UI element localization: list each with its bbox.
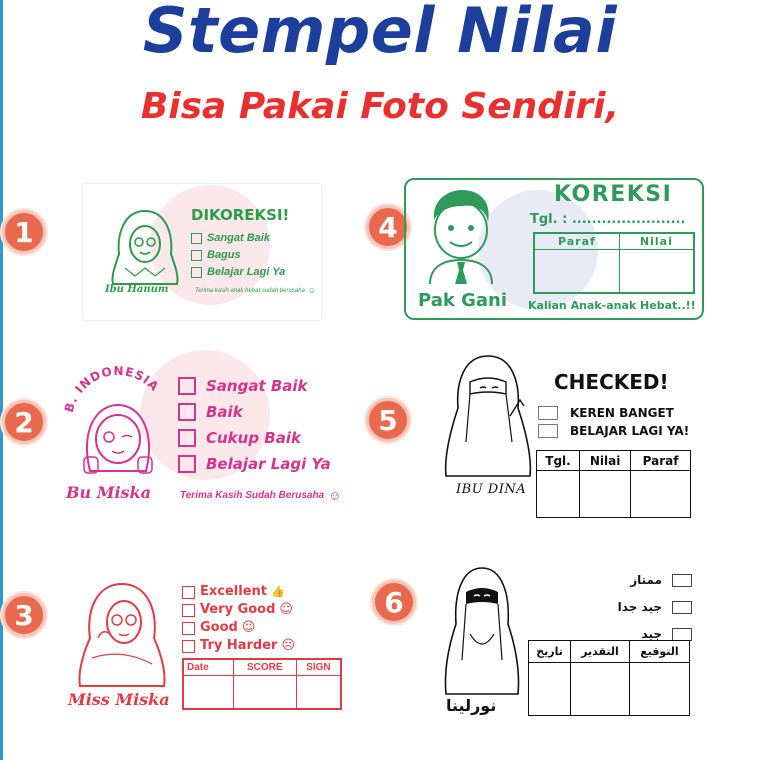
arc-text: B. INDONESIA <box>61 363 162 414</box>
date-field[interactable]: Tgl. : ....................... <box>530 212 686 227</box>
number-badge-5: 5 <box>366 398 410 442</box>
table-cell[interactable] <box>233 675 296 709</box>
grade-table <box>536 450 691 518</box>
checkbox[interactable] <box>191 250 202 261</box>
checkbox[interactable] <box>672 574 692 587</box>
smiling-man-tie-icon <box>420 186 502 286</box>
option-label: Cukup Baik <box>206 429 301 447</box>
checkbox[interactable] <box>178 429 196 447</box>
option-label: Excellent <box>200 584 267 599</box>
option-label: Belajar Lagi Ya <box>206 455 331 473</box>
option-row <box>178 399 331 425</box>
checkbox[interactable] <box>191 233 202 244</box>
grade-table <box>528 640 690 716</box>
stamp-3 <box>60 568 352 718</box>
table-cell[interactable] <box>296 675 341 709</box>
option-row <box>178 373 331 399</box>
option-row <box>178 425 331 451</box>
option-label: BELAJAR LAGI YA! <box>570 424 690 438</box>
option-row <box>538 404 689 422</box>
checkbox[interactable] <box>182 586 195 599</box>
hijab-woman-glasses-icon <box>72 578 172 688</box>
option-row <box>191 230 285 247</box>
option-row <box>614 594 692 621</box>
option-label: Bagus <box>207 249 241 261</box>
column-header: التقدير <box>571 641 630 663</box>
chibi-hijab-girl-icon <box>58 361 178 491</box>
column-header: Nilai <box>579 451 630 471</box>
stamp-1 <box>82 183 322 321</box>
option-label: Very Good <box>200 602 276 617</box>
number-badge-2: 2 <box>2 400 46 444</box>
stamp-4 <box>404 178 704 320</box>
option-row <box>178 451 331 477</box>
teacher-name: Ibu Hanum <box>105 284 169 295</box>
option-row <box>182 583 295 601</box>
option-row <box>191 264 285 281</box>
page-title: Stempel Nilai <box>142 0 618 67</box>
table-cell[interactable] <box>631 471 691 518</box>
stamp-footer: Terima kasih anak hebat sudah berusaha <box>195 287 305 294</box>
table-cell[interactable] <box>619 249 694 293</box>
number-badge-1: 1 <box>2 210 46 254</box>
column-header: SIGN <box>296 659 341 675</box>
column-header: تاريخ <box>529 641 571 663</box>
teacher-name: Bu Miska <box>66 483 151 502</box>
edge-accent <box>0 0 3 760</box>
option-label: KEREN BANGET <box>570 406 674 420</box>
option-label: Belajar Lagi Ya <box>207 266 286 278</box>
option-label: جيد جدا <box>617 600 662 614</box>
table-cell[interactable] <box>571 663 630 716</box>
number-badge-4: 4 <box>366 205 410 249</box>
smile-icon: ☺ <box>241 620 256 635</box>
option-label: Sangat Baik <box>206 377 308 395</box>
page-subtitle: Bisa Pakai Foto Sendiri, <box>140 86 620 127</box>
thumbs-up-icon: 👍 <box>271 585 285 598</box>
option-row <box>614 567 692 594</box>
table-cell[interactable] <box>629 663 689 716</box>
column-header: Nilai <box>619 233 694 249</box>
stamp-6 <box>438 560 696 722</box>
option-label: Try Harder <box>200 638 278 653</box>
column-header: Date <box>183 659 233 675</box>
option-row <box>191 247 285 264</box>
teacher-name: Pak Gani <box>418 290 507 311</box>
checkbox[interactable] <box>191 267 202 278</box>
checkbox[interactable] <box>182 604 195 617</box>
option-row <box>182 601 295 619</box>
stamp-footer: Kalian Anak-anak Hebat..!! <box>528 299 696 312</box>
option-row <box>538 422 689 440</box>
niqab-woman-sketch-icon <box>440 564 524 696</box>
checkbox[interactable] <box>538 406 558 420</box>
table-cell[interactable] <box>579 471 630 518</box>
grade-table <box>533 232 695 294</box>
column-header: Paraf <box>631 451 691 471</box>
teacher-name: نورلينا <box>446 696 497 715</box>
stamp-5 <box>438 348 698 520</box>
column-header: Paraf <box>534 233 619 249</box>
option-label: Good <box>200 620 238 635</box>
table-cell[interactable] <box>537 471 580 518</box>
checkbox[interactable] <box>182 640 195 653</box>
column-header: SCORE <box>233 659 296 675</box>
score-table <box>182 658 342 710</box>
smile-icon: ☺ <box>307 286 317 295</box>
hijab-teacher-portrait-icon <box>105 206 185 286</box>
column-header: Tgl. <box>537 451 580 471</box>
checkbox[interactable] <box>178 455 196 473</box>
smile-icon: ☺ <box>279 602 293 617</box>
option-row <box>182 637 295 655</box>
option-label: Sangat Baik <box>207 232 270 244</box>
stamp-footer: Terima Kasih Sudah Berusaha <box>180 490 325 501</box>
teacher-name: IBU DINA <box>456 482 527 497</box>
checkbox[interactable] <box>178 377 196 395</box>
column-header: التوقيع <box>629 641 689 663</box>
checkbox[interactable] <box>672 601 692 614</box>
option-label: جيد <box>641 627 662 641</box>
sad-face-icon: ☹ <box>281 638 296 653</box>
checkbox[interactable] <box>178 403 196 421</box>
stamp-5-heading: CHECKED! <box>554 370 669 394</box>
stamp-4-heading: KOREKSI <box>554 182 673 207</box>
teacher-name: Miss Miska <box>68 690 170 709</box>
table-cell[interactable] <box>183 675 233 709</box>
niqab-woman-sketch-icon <box>440 352 536 478</box>
option-label: Baik <box>206 403 243 421</box>
smile-icon: ☺ <box>328 488 342 503</box>
checkbox[interactable] <box>538 424 558 438</box>
stamp-2 <box>58 355 358 515</box>
checkbox[interactable] <box>182 622 195 635</box>
option-label: ممتاز <box>630 573 662 587</box>
number-badge-6: 6 <box>372 580 416 624</box>
number-badge-3: 3 <box>2 593 46 637</box>
table-cell[interactable] <box>534 249 619 293</box>
table-cell[interactable] <box>529 663 571 716</box>
stamp-1-heading: DIKOREKSI! <box>191 206 290 224</box>
option-row <box>182 619 295 637</box>
